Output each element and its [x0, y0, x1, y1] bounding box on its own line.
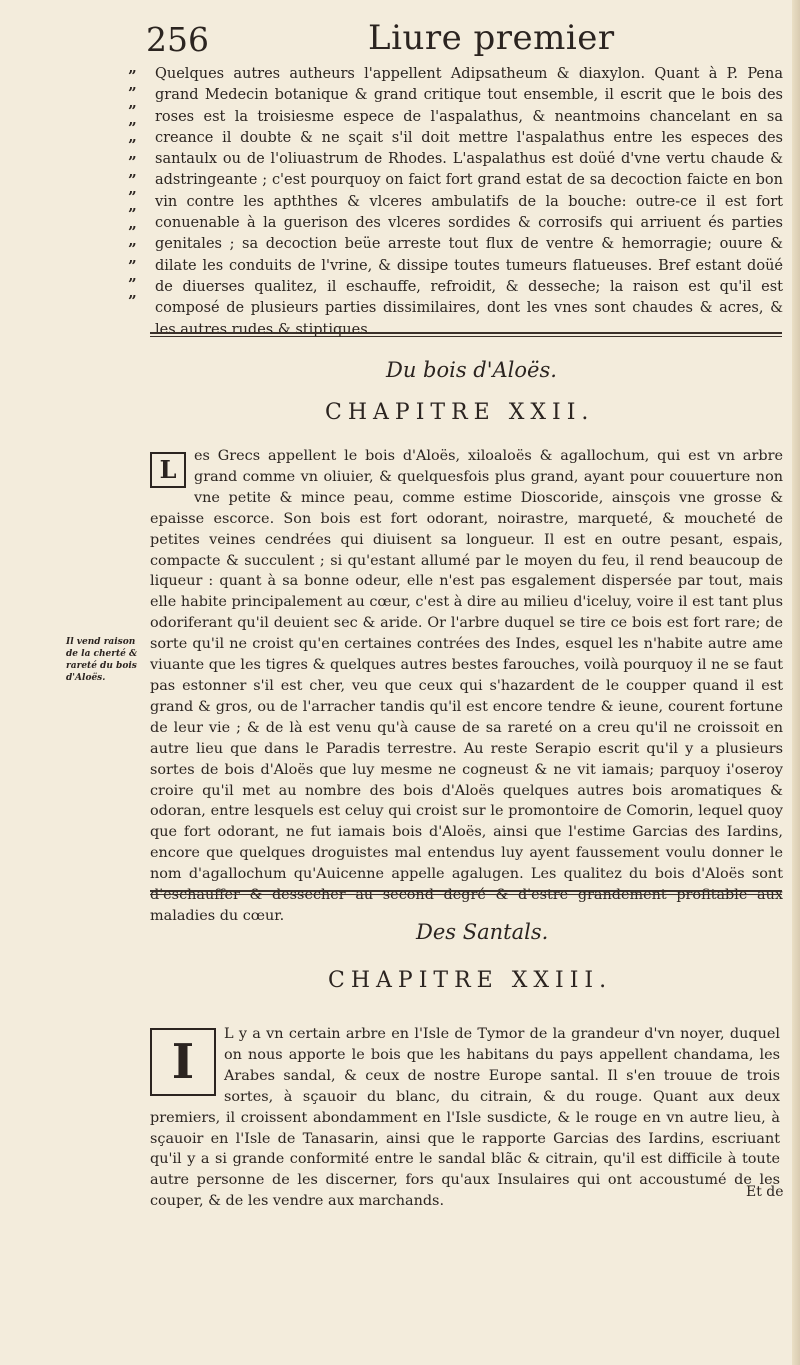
drop-cap: I	[150, 1028, 216, 1096]
quote-mark: ”	[128, 205, 137, 224]
chapter22-text: es Grecs appellent le bois d'Aloës, xiloaloës & agallochum, qui est vn arbre grand comme vn oliuier, & quelquesfois plus grand, ayant pour couuerture non vne petite & mince peau, comme estime Dioscoride, ainsçois vne grosse & epaisse escorce. Son bois est fort odorant, noirastre, marqueté, & moucheté de petites veines cendrées qui diuisent sa longueur. Il est en outre pesant, espais, compacte & succulent ; si qu'estant allumé par le moyen du feu, il rend beaucoup de liqueur : quant à sa bonne odeur, elle n'est pas esgalement dispersée par tout, mais elle habite principalement au cœur, c'est à dire au milieu d'iceluy, voire il est tant plus odoriferant qu'il deuient sec & aride. Or l'arbre duquel se tire ce bois est fort rare; de sorte qu'il ne croist qu'en certaines contrées des Indes, esquel les n'habite autre ame viuante que les tigres & quelques autres bestes farouches, voilà pourquoy il ne se faut pas estonner s'il est cher, veu que ceux qui s'hazardent de le coupper quand il est grand & gros, ou de l'arracher tandis qu'il est encore tendre & ieune, courent fortune de leur vie ; & de là est venu qu'à cause de sa rareté on a creu qu'il ne croissoit en autre lieu que dans le Paradis terrestre. Au reste Serapio escrit qu'il y a plusieurs sortes de bois d'Aloës que luy mesme ne cogneust & ne vit iamais; parquoy i'oseroy croire qu'il met au nombre des bois d'Aloës quelques autres bois aromatiques & odoran, entre lesquels est celuy qui croist sur le promontoire de Comorin, lequel quoy que fort odorant, ne fut iamais bois d'Aloës, ainsi que l'estime Garcias des Iardins, encore que quelques droguistes mal entendus luy ayent faussement voulu donner le nom d'agallochum qu'Auicenne appelle agalugen. Les qualitez du bois d'Aloës sont d'eschauffer & desseсher au second degré & d'estre grandement profitable aux maladies du cœur.	[150, 448, 783, 924]
catchword: Et de	[746, 1184, 784, 1200]
quote-mark: ”	[128, 136, 137, 155]
quote-mark: ”	[128, 291, 137, 310]
drop-cap: L	[150, 452, 186, 488]
quote-mark: ”	[128, 188, 137, 207]
quote-mark: ”	[128, 170, 137, 189]
quote-mark: ”	[128, 101, 137, 120]
chapter23-title: CHAPITRE XXIII.	[328, 968, 613, 993]
chapter22-heading: Du bois d'Aloës.	[386, 358, 557, 382]
chapter22-body	[150, 446, 783, 927]
intro-paragraph: Quelques autres autheurs l'appellent Adipsatheum & diaxylon. Quant à P. Pena grand Medecin botanique & grand critique tout ensemble, il escrit que le bois des roses est la troisiesme espece de l'aspalathus, & neantmoins chancelant en sa creance il doubte & ne sçait s'il doit mettre l'aspalathus entre les especes des santaulx ou de l'oliuastrum de Rhodes. L'aspalathus est doüé d'vne vertu chaude & adstringeante ; c'est pourquoy on faict fort grand estat de sa decoction faicte en bon vin contre les apththes & vlceres ambulatifs de la bouche: outre-ce il est fort conuenable à la guerison des vlceres sordides & corrosifs qui arriuent és parties genitales ; sa decoction beüe arreste tout flux de ventre & hemorragie; ouure & dilate les conduits de l'vrine, & dissipe toutes tumeurs flatueuses. Bref estant doüé de diuerses qualitez, il eschauffe, refroidit, & desseche; la raison est qu'il est composé de plusieurs parties dissimilaires, dont les vnes sont chaudes & acres, & les autres rudes & stiptiques.	[155, 66, 783, 338]
section-divider	[150, 332, 782, 337]
quotation-marks-column	[128, 68, 150, 310]
quote-mark: ”	[128, 222, 137, 241]
chapter23-text: L y a vn certain arbre en l'Isle de Tymor de la grandeur d'vn noyer, duquel on nous apporte le bois que les habitans du pays appellent chandama, les Arabes sandal, & ceux de nostre Europe santal. Il s'en trouue de trois sortes, à sçauoir du blanc, du citrain, & du rouge. Quant aux deux premiers, il croissent abondamment en l'Isle susdicte, & le rouge en vn autre lieu, à sçauoir en l'Isle de Tanasarin, ainsi que le rapporte Garcias des Iardins, escriuant qu'il y a si grande conformité entre le sandal blãc & citrain, qu'il est difficile à toute autre personne de les discerner, fors qu'aux Insulaires qui ont accoustumé de les couper, & de les vendre aux marchands.	[150, 1026, 780, 1210]
quote-mark: ”	[128, 274, 137, 293]
quote-mark: ”	[128, 67, 137, 85]
quote-mark: ”	[128, 239, 137, 258]
running-title: Liure premier	[368, 18, 615, 58]
section-divider	[150, 890, 782, 895]
chapter23-heading: Des Santals.	[416, 920, 549, 944]
page-edge	[792, 0, 800, 1365]
margin-note: Il vend raison de la cherté & rareté du bois d'Aloës.	[66, 637, 138, 683]
quote-mark: ”	[128, 153, 137, 172]
chapter23-body	[150, 1024, 780, 1212]
quote-mark: ”	[128, 118, 137, 137]
page-number: 256	[146, 20, 209, 59]
quote-mark: ”	[128, 84, 137, 103]
chapter22-title: CHAPITRE XXII.	[325, 400, 595, 425]
quote-mark: ”	[128, 257, 137, 276]
